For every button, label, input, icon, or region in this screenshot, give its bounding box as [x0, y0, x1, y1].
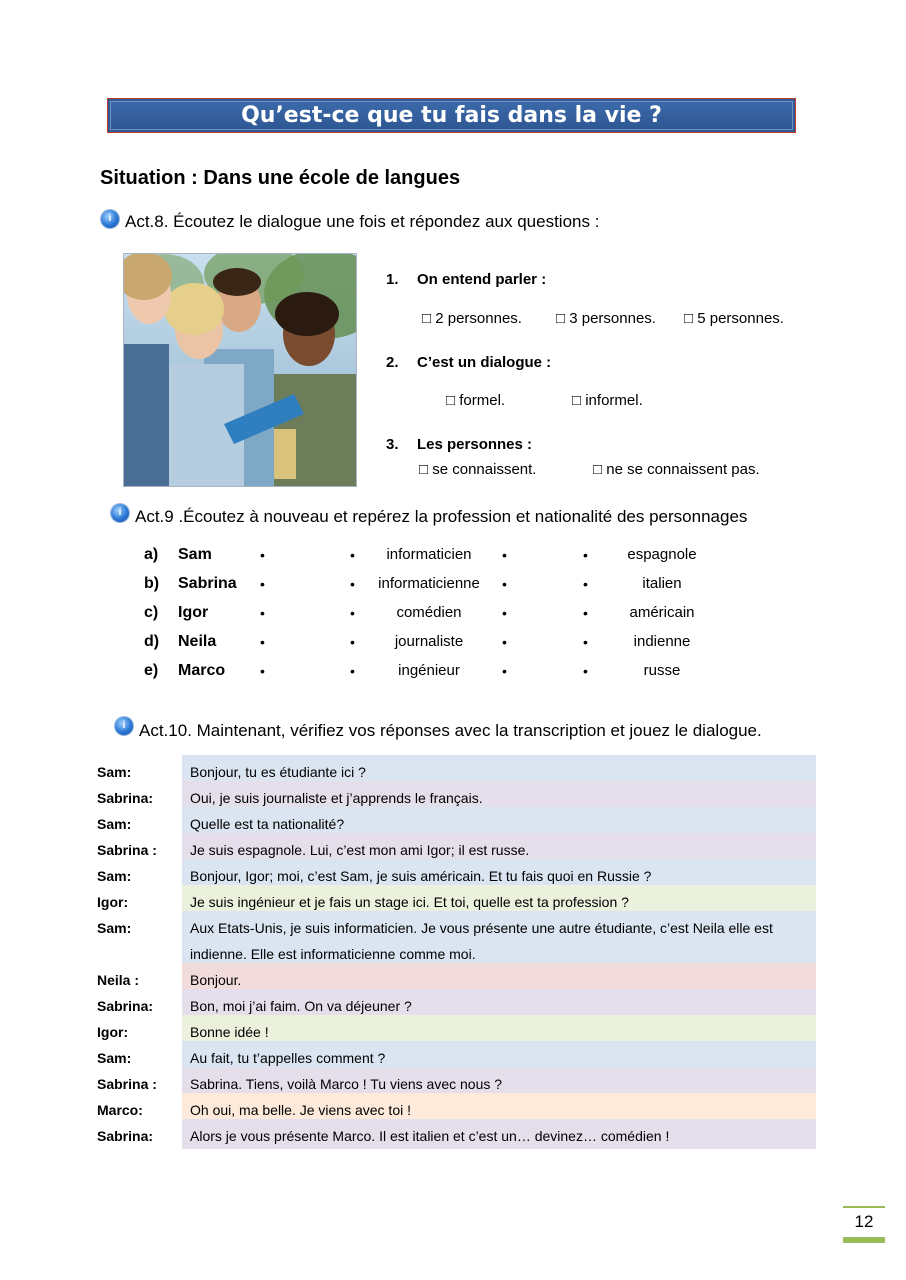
nationality-word: espagnole [627, 546, 697, 563]
dialogue-line: Bon, moi j’ai faim. On va déjeuner ? [182, 989, 816, 1019]
audio-icon[interactable]: i [115, 717, 133, 735]
match-dot[interactable]: • [260, 605, 265, 621]
match-dot[interactable]: • [350, 634, 355, 650]
profession-word: ingénieur [398, 662, 460, 679]
transcript-row [95, 915, 816, 967]
dialogue-line: Bonjour, Igor; moi, c’est Sam, je suis américain. Et tu fais quoi en Russie ? [182, 859, 816, 889]
act9-instruction: Act.9 .Écoutez à nouveau et repérez la profession et nationalité des personnages [135, 507, 748, 526]
dialogue-line: Bonne idée ! [182, 1015, 816, 1045]
dialogue-line: Aux Etats-Unis, je suis informaticien. Je vous présente une autre étudiante, c’est Neila elle est indienne. Elle est informaticienne comme moi. [182, 911, 816, 967]
dialogue-line: Oui, je suis journaliste et j’apprends le français. [182, 781, 816, 811]
speaker-name: Sabrina : [95, 1071, 182, 1097]
dialogue-line: Oh oui, ma belle. Je viens avec toi ! [182, 1093, 816, 1123]
match-dot[interactable]: • [502, 576, 507, 592]
row-letter: b) [144, 575, 160, 592]
row-letter: d) [144, 633, 160, 650]
match-dot[interactable]: • [583, 576, 588, 592]
question-number: 1. [386, 271, 399, 288]
dialogue-line: Je suis espagnole. Lui, c’est mon ami Igor; il est russe. [182, 833, 816, 863]
speaker-name: Sam: [95, 915, 182, 967]
checkbox-option[interactable]: □ 2 personnes. [422, 310, 522, 327]
match-dot[interactable]: • [583, 605, 588, 621]
act10-instruction: Act.10. Maintenant, vérifiez vos réponses avec la transcription et jouez le dialogue. [139, 721, 762, 740]
checkbox-option[interactable]: □ informel. [572, 392, 643, 409]
page-title: Qu’est-ce que tu fais dans la vie ? [110, 101, 793, 130]
dialogue-line: Au fait, tu t’appelles comment ? [182, 1041, 816, 1071]
profession-word: journaliste [394, 633, 464, 650]
match-dot[interactable]: • [350, 663, 355, 679]
match-dot[interactable]: • [583, 634, 588, 650]
speaker-name: Igor: [95, 889, 182, 915]
dialogue-transcript [95, 759, 816, 1149]
match-dot[interactable]: • [502, 547, 507, 563]
page-number-box [843, 1206, 885, 1243]
speaker-name: Sabrina: [95, 785, 182, 811]
page-number: 12 [854, 1212, 874, 1231]
checkbox-option[interactable]: □ 5 personnes. [684, 310, 784, 327]
speaker-name: Sam: [95, 863, 182, 889]
dialogue-line: Bonjour. [182, 963, 816, 993]
question-text: Les personnes : [417, 436, 533, 453]
dialogue-line: Je suis ingénieur et je fais un stage ici. Et toi, quelle est ta profession ? [182, 885, 816, 915]
profession-word: comédien [396, 604, 462, 621]
checkbox-option[interactable]: □ ne se connaissent pas. [593, 461, 760, 478]
dialogue-line: Alors je vous présente Marco. Il est italien et c’est un… devinez… comédien ! [182, 1119, 816, 1149]
speaker-name: Sabrina: [95, 993, 182, 1019]
question-text: On entend parler : [417, 271, 547, 288]
transcript-row [95, 1123, 816, 1149]
nationality-word: russe [643, 662, 681, 679]
question-number: 3. [386, 436, 399, 453]
audio-icon[interactable]: i [111, 504, 129, 522]
nationality-word: américain [629, 604, 695, 621]
checkbox-option[interactable]: □ se connaissent. [419, 461, 537, 478]
situation-heading: Situation : Dans une école de langues [100, 167, 461, 189]
match-dot[interactable]: • [502, 663, 507, 679]
row-letter: e) [144, 662, 159, 679]
act8-instruction: Act.8. Écoutez le dialogue une fois et répondez aux questions : [125, 212, 600, 231]
row-letter: a) [144, 546, 159, 563]
speaker-name: Neila : [95, 967, 182, 993]
character-name: Sabrina [178, 575, 237, 592]
speaker-name: Sabrina : [95, 837, 182, 863]
row-letter: c) [144, 604, 159, 621]
question-text: C’est un dialogue : [417, 354, 552, 371]
character-name: Igor [178, 604, 209, 621]
match-dot[interactable]: • [260, 576, 265, 592]
nationality-word: italien [642, 575, 682, 592]
title-banner [107, 98, 796, 133]
question-number: 2. [386, 354, 399, 371]
character-name: Neila [178, 633, 217, 650]
speaker-name: Sam: [95, 811, 182, 837]
match-dot[interactable]: • [350, 576, 355, 592]
character-name: Sam [178, 546, 212, 563]
match-dot[interactable]: • [260, 634, 265, 650]
dialogue-line: Sabrina. Tiens, voilà Marco ! Tu viens avec nous ? [182, 1067, 816, 1097]
profession-word: informaticienne [378, 575, 480, 592]
match-dot[interactable]: • [260, 547, 265, 563]
match-dot[interactable]: • [350, 605, 355, 621]
checkbox-option[interactable]: □ formel. [446, 392, 506, 409]
match-dot[interactable]: • [502, 605, 507, 621]
profession-word: informaticien [386, 546, 472, 563]
match-dot[interactable]: • [350, 547, 355, 563]
checkbox-option[interactable]: □ 3 personnes. [556, 310, 656, 327]
dialogue-line: Quelle est ta nationalité? [182, 807, 816, 837]
match-dot[interactable]: • [502, 634, 507, 650]
match-dot[interactable]: • [260, 663, 265, 679]
match-dot[interactable]: • [583, 547, 588, 563]
nationality-word: indienne [633, 633, 691, 650]
students-photo [123, 253, 357, 487]
speaker-name: Sam: [95, 759, 182, 785]
speaker-name: Marco: [95, 1097, 182, 1123]
match-dot[interactable]: • [583, 663, 588, 679]
audio-icon[interactable]: i [101, 210, 119, 228]
dialogue-line: Bonjour, tu es étudiante ici ? [182, 755, 816, 785]
speaker-name: Sabrina: [95, 1123, 182, 1149]
character-name: Marco [178, 662, 226, 679]
speaker-name: Sam: [95, 1045, 182, 1071]
speaker-name: Igor: [95, 1019, 182, 1045]
